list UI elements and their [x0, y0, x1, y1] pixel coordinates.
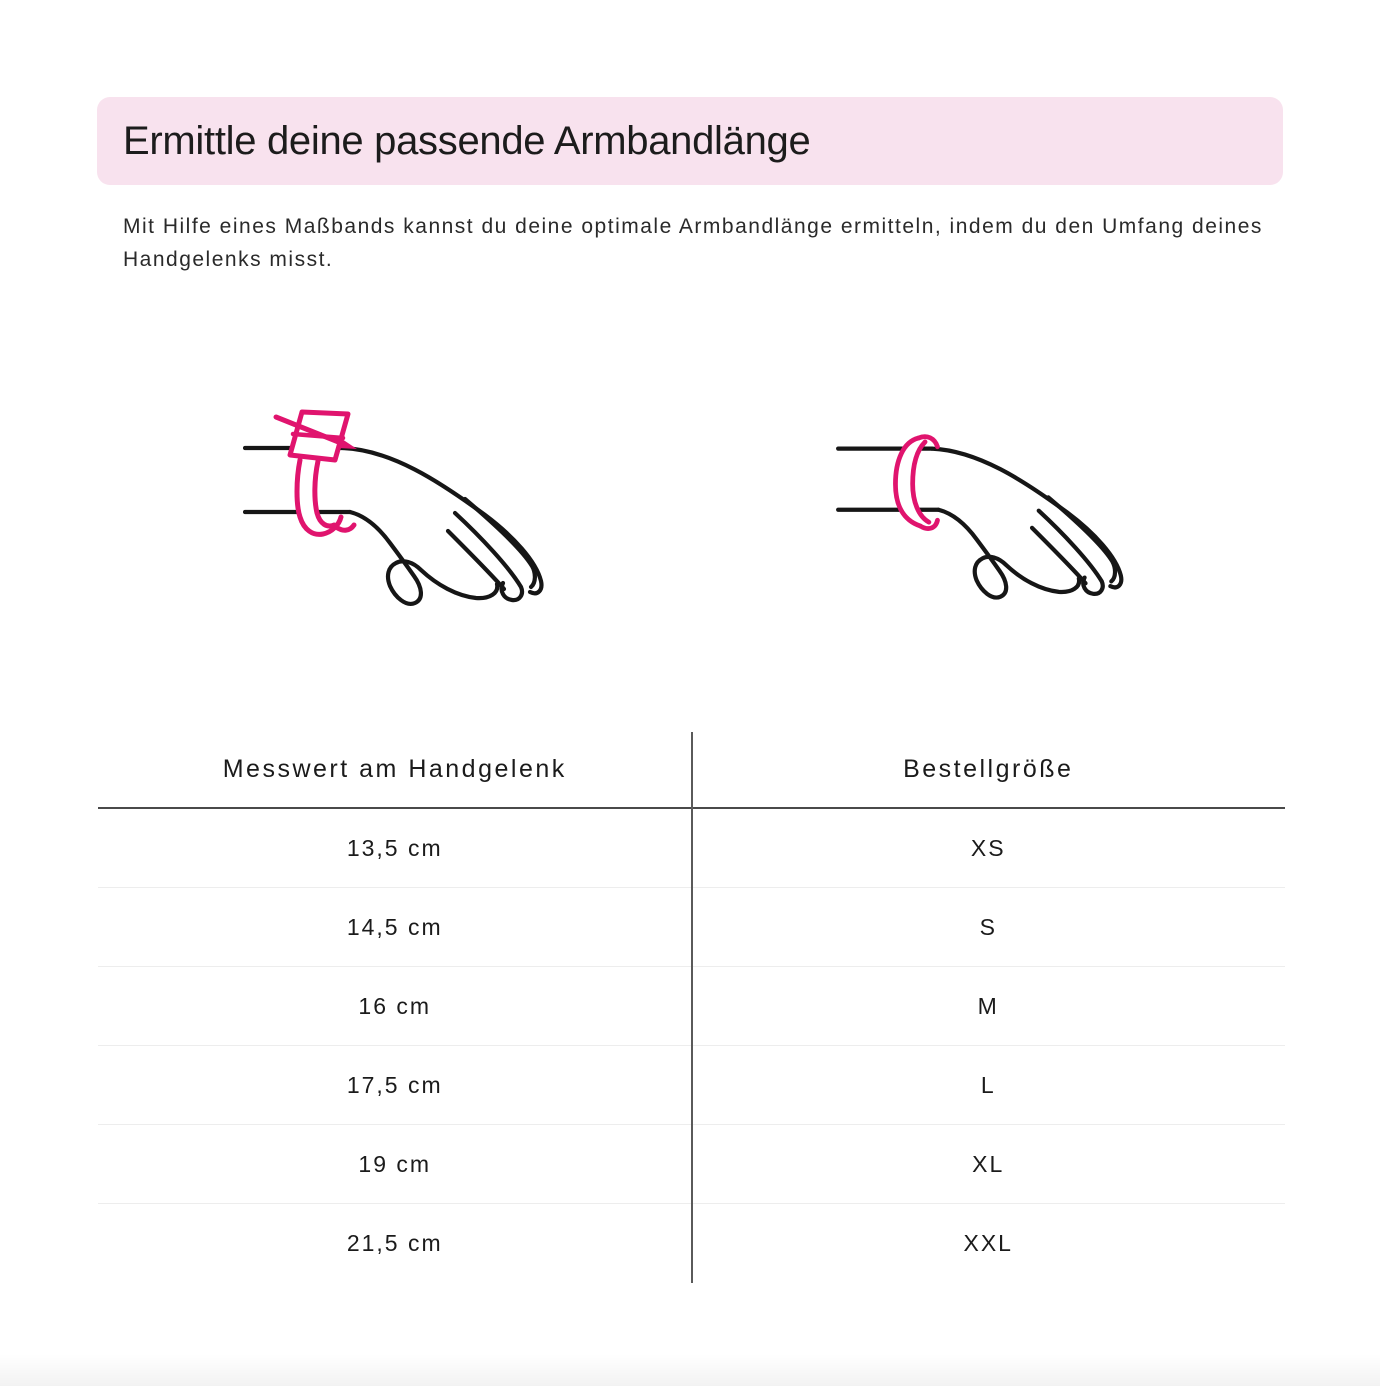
size-table	[98, 731, 1285, 1283]
measurement-cell: 21,5 cm	[346, 1230, 443, 1256]
hand-outline	[838, 449, 1121, 598]
size-cell: XXL	[963, 1230, 1013, 1256]
intro-text: Mit Hilfe eines Maßbands kannst du deine optimale Armbandlänge ermitteln, indem du den Umfang deines Handgelenks misst.	[123, 215, 1263, 271]
measuring-tape	[276, 412, 357, 534]
bracelet-hand-svg	[836, 398, 1166, 632]
size-cell: XL	[972, 1150, 1005, 1177]
measurement-cell: 17,5 cm	[346, 1071, 443, 1098]
hand-outline	[245, 448, 541, 604]
measuring-tape-hand-svg	[243, 395, 588, 640]
size-cell: XS	[970, 834, 1006, 861]
size-cell: S	[979, 913, 997, 940]
hand-with-bracelet-illustration	[836, 398, 1166, 632]
section-header-banner	[97, 97, 1283, 185]
measurement-cell: 19 cm	[358, 1150, 432, 1177]
hand-with-measuring-tape-illustration	[243, 395, 588, 640]
size-cell: M	[977, 992, 999, 1019]
measurement-cell: 14,5 cm	[346, 913, 443, 940]
bottom-edge-shadow	[0, 1354, 1380, 1386]
column-header-measurement: Messwert am Handgelenk	[222, 754, 567, 783]
size-cell: L	[980, 1071, 996, 1098]
measurement-cell: 16 cm	[358, 992, 432, 1019]
page-title: Ermittle deine passende Armbandlänge	[123, 118, 811, 163]
column-header-order-size: Bestellgröße	[903, 754, 1074, 783]
table-column-divider	[691, 732, 693, 1283]
measurement-cell: 13,5 cm	[346, 834, 443, 861]
